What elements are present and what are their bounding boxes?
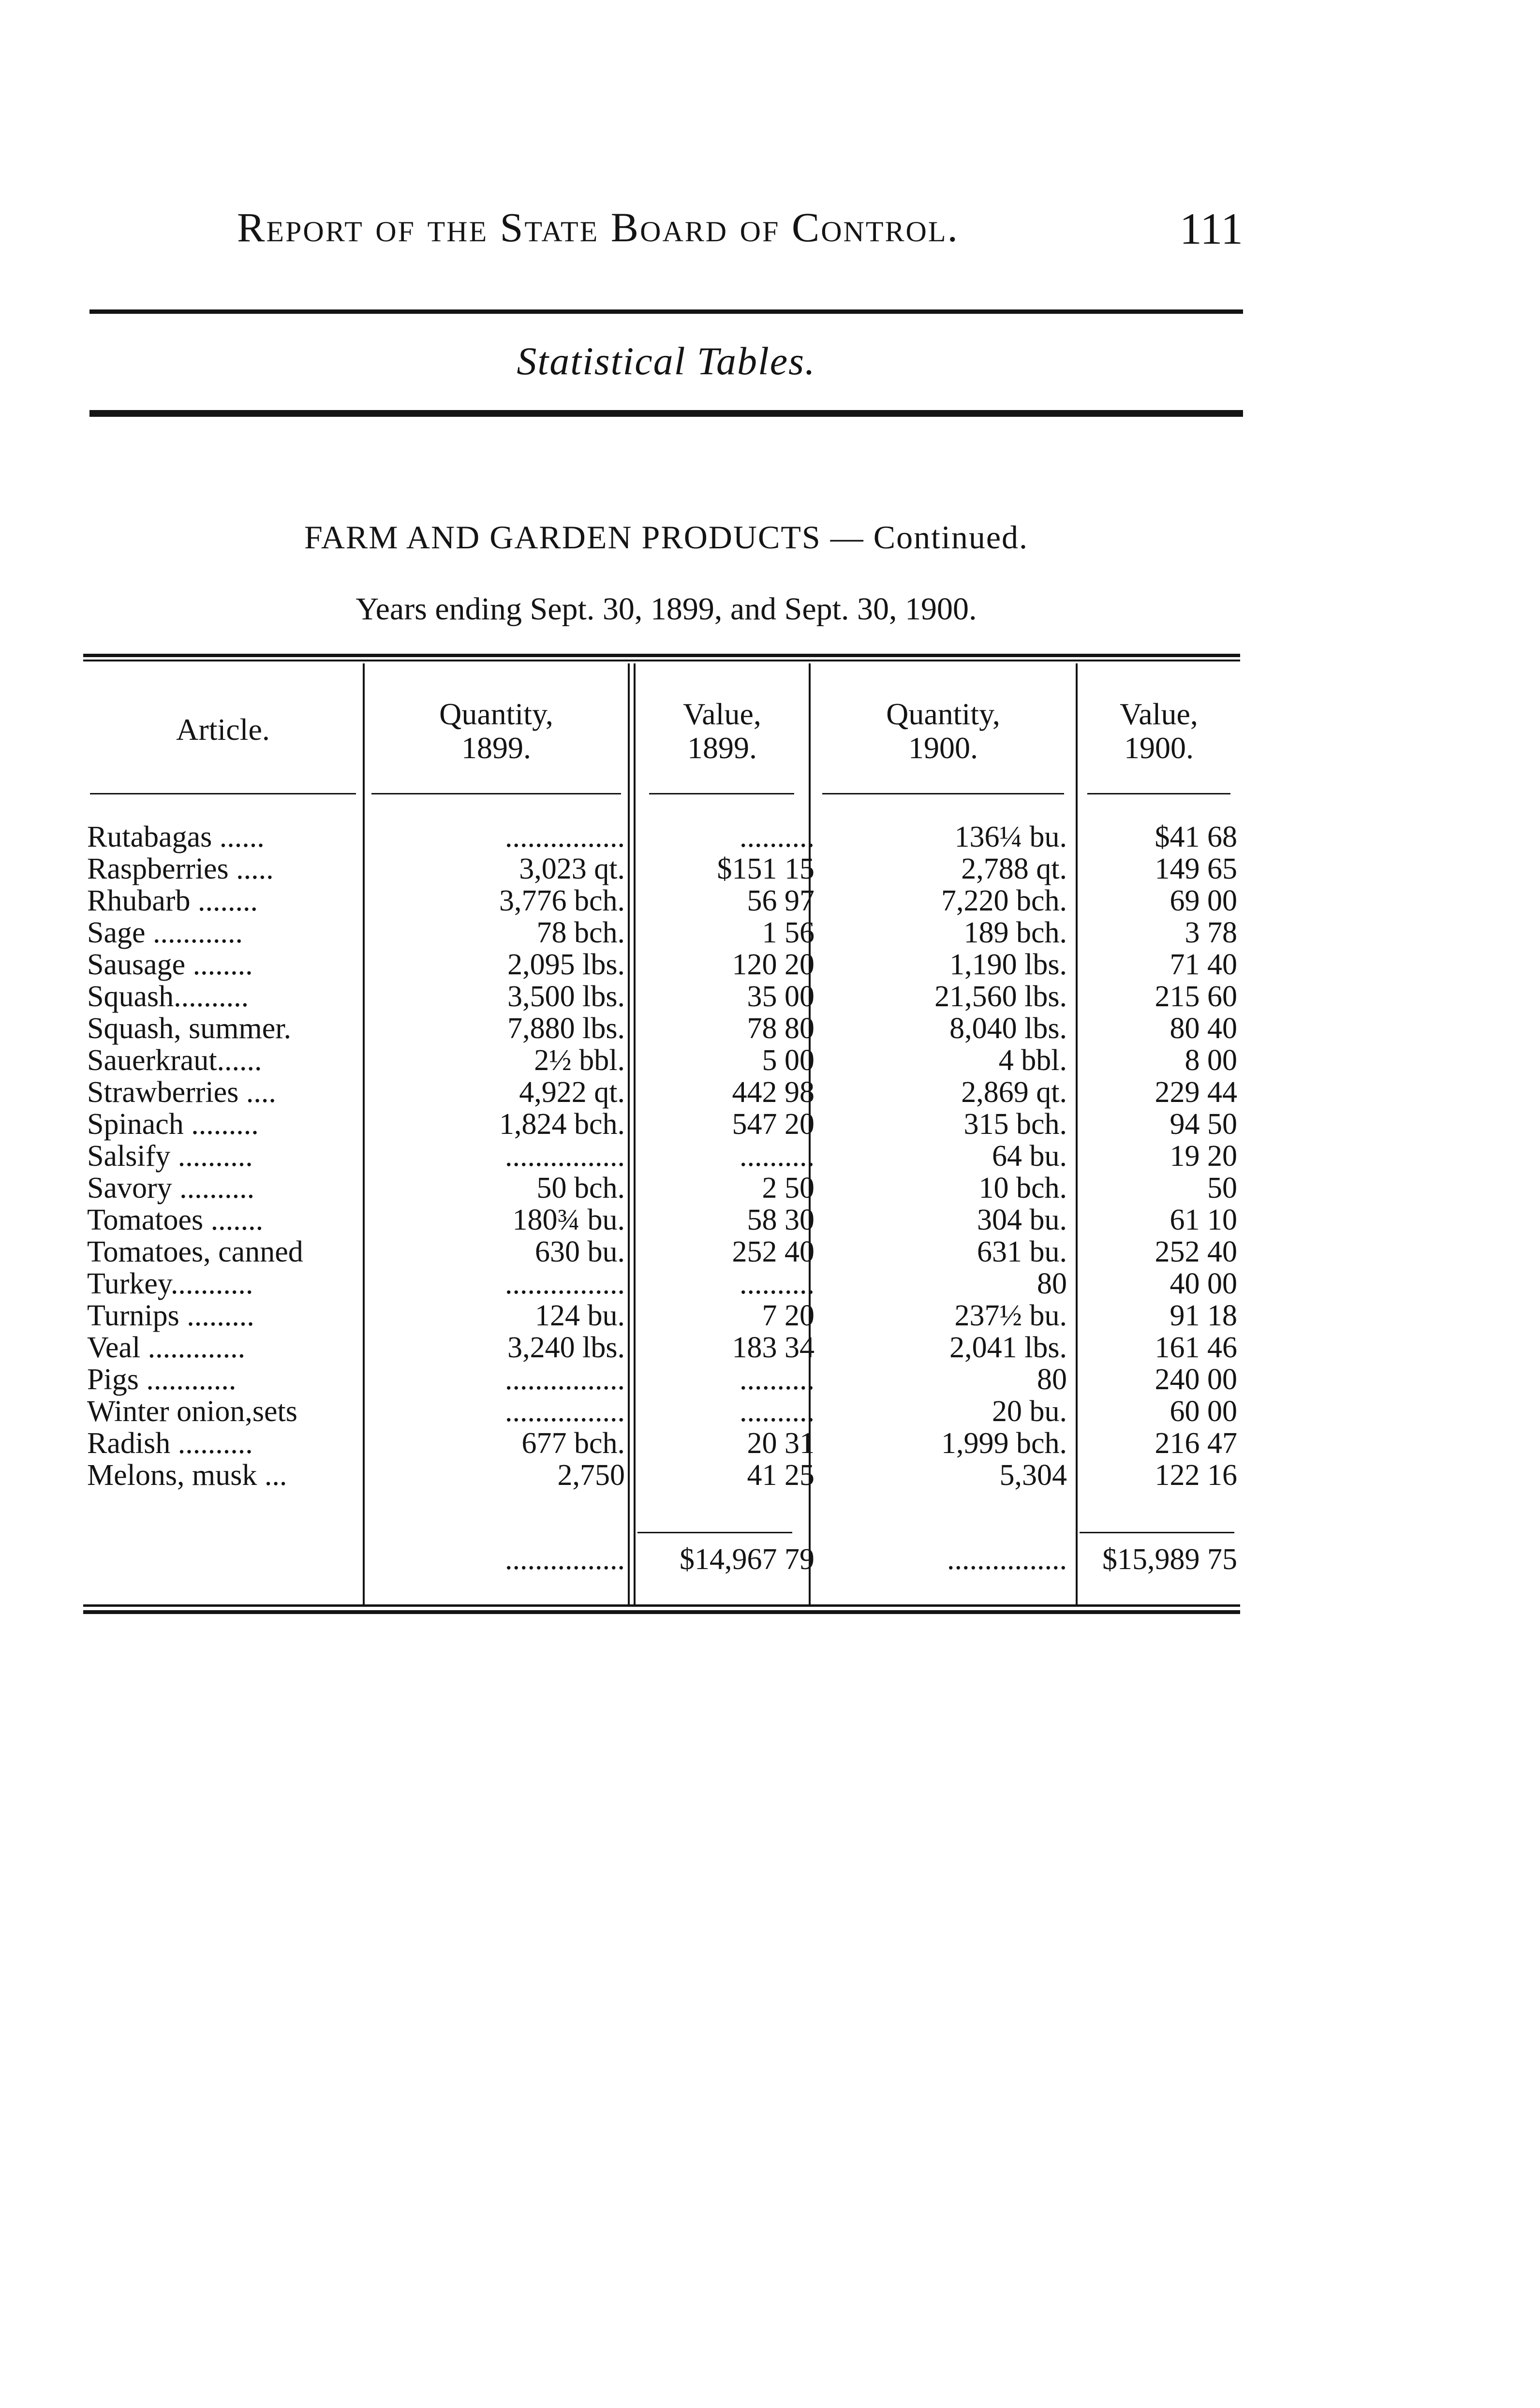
- row-quantity-1899: 2½ bbl.: [534, 1044, 625, 1077]
- row-value-1899: 442 98: [732, 1076, 814, 1109]
- row-quantity-1900: 2,788 qt.: [961, 852, 1067, 885]
- row-quantity-1899: 4,922 qt.: [519, 1076, 625, 1109]
- table-title: FARM AND GARDEN PRODUCTS — Continued.: [304, 519, 1029, 556]
- column-header-line: 1899.: [461, 731, 531, 765]
- column-header-line: 1900.: [1124, 731, 1194, 765]
- row-value-1899: ..........: [740, 1363, 814, 1396]
- table-row: [83, 1459, 1240, 1491]
- row-quantity-1899: 180¾ bu.: [512, 1204, 625, 1236]
- row-value-1899: 252 40: [732, 1235, 814, 1268]
- table-row: [83, 853, 1240, 885]
- row-article: Raspberries .....: [87, 852, 274, 885]
- row-quantity-1899: ................: [505, 1363, 625, 1396]
- row-quantity-1900: 189 bch.: [963, 916, 1067, 949]
- table-row: [83, 1268, 1240, 1300]
- column-header-line: Quantity,: [439, 697, 553, 731]
- total-quantity-1899: ................: [505, 1543, 625, 1576]
- column-header-line: 1899.: [687, 731, 757, 765]
- row-value-1899: ..........: [740, 1140, 814, 1173]
- page-number: 111: [1179, 204, 1243, 253]
- row-value-1899: 547 20: [732, 1108, 814, 1141]
- row-quantity-1899: 630 bu.: [535, 1235, 625, 1268]
- row-value-1900: 8 00: [1185, 1044, 1237, 1077]
- total-value-1899: $14,967 79: [680, 1543, 814, 1576]
- row-quantity-1899: 78 bch.: [536, 916, 625, 949]
- row-quantity-1899: 2,095 lbs.: [507, 948, 625, 981]
- section-title: Statistical Tables.: [517, 339, 816, 383]
- column-header-article-label: Article.: [176, 712, 270, 747]
- table-row: [83, 885, 1240, 917]
- header-underline: [822, 793, 1064, 794]
- column-header-value-1899: [636, 697, 809, 765]
- row-quantity-1900: 64 bu.: [992, 1140, 1067, 1173]
- total-quantity-1900: ................: [947, 1543, 1067, 1576]
- row-article: Squash..........: [87, 980, 249, 1013]
- row-article: Sausage ........: [87, 948, 253, 981]
- row-quantity-1899: 3,500 lbs.: [507, 980, 625, 1013]
- row-value-1900: 252 40: [1155, 1235, 1237, 1268]
- header-underline: [90, 793, 356, 794]
- table-row: [83, 1172, 1240, 1204]
- row-value-1900: 61 10: [1170, 1204, 1237, 1236]
- total-value-1900: $15,989 75: [1102, 1543, 1237, 1576]
- farm-products-table: [83, 654, 1240, 1630]
- row-article: Rhubarb ........: [87, 884, 258, 917]
- table-row: [83, 1140, 1240, 1172]
- row-quantity-1900: 304 bu.: [977, 1204, 1067, 1236]
- row-quantity-1900: 7,220 bch.: [941, 884, 1067, 917]
- row-quantity-1900: 1,999 bch.: [941, 1427, 1067, 1460]
- row-article: Spinach .........: [87, 1108, 259, 1141]
- row-value-1899: 35 00: [747, 980, 814, 1013]
- row-value-1899: ..........: [740, 821, 814, 853]
- row-value-1899: 1 56: [762, 916, 814, 949]
- row-article: Radish ..........: [87, 1427, 253, 1460]
- row-quantity-1900: 20 bu.: [992, 1395, 1067, 1428]
- row-quantity-1899: 124 bu.: [535, 1299, 625, 1332]
- row-value-1900: 3 78: [1185, 916, 1237, 949]
- row-value-1899: 58 30: [747, 1204, 814, 1236]
- row-value-1900: 50: [1207, 1172, 1237, 1204]
- row-quantity-1900: 8,040 lbs.: [949, 1012, 1067, 1045]
- table-row: [83, 1332, 1240, 1364]
- row-quantity-1900: 80: [1037, 1363, 1067, 1396]
- row-article: Winter onion,sets: [87, 1395, 297, 1428]
- row-value-1900: $41 68: [1155, 821, 1237, 853]
- table-row: [83, 821, 1240, 853]
- column-header-line: Quantity,: [886, 697, 1000, 731]
- table-subtitle: Years ending Sept. 30, 1899, and Sept. 30, 1900.: [355, 591, 977, 627]
- row-article: Savory ..........: [87, 1172, 255, 1204]
- row-value-1899: 41 25: [747, 1459, 814, 1492]
- row-quantity-1899: ................: [505, 1395, 625, 1428]
- section-rule: [89, 410, 1243, 417]
- row-quantity-1899: 3,776 bch.: [499, 884, 625, 917]
- row-quantity-1899: 2,750: [557, 1459, 625, 1492]
- running-header: [237, 203, 1243, 261]
- totals-row: [83, 1542, 1240, 1581]
- row-article: Rutabagas ......: [87, 821, 265, 853]
- column-header-quantity-1900: [811, 697, 1076, 765]
- row-value-1900: 71 40: [1170, 948, 1237, 981]
- column-header-value-1900: [1078, 697, 1240, 765]
- row-quantity-1900: 2,869 qt.: [961, 1076, 1067, 1109]
- row-quantity-1900: 80: [1037, 1267, 1067, 1300]
- row-article: Turkey...........: [87, 1267, 253, 1300]
- row-value-1899: ..........: [740, 1267, 814, 1300]
- row-value-1899: 78 80: [747, 1012, 814, 1045]
- row-value-1900: 215 60: [1155, 980, 1237, 1013]
- row-value-1899: $151 15: [717, 852, 814, 885]
- row-value-1899: 2 50: [762, 1172, 814, 1204]
- table-row: [83, 1013, 1240, 1044]
- row-quantity-1900: 10 bch.: [978, 1172, 1067, 1204]
- header-underline: [649, 793, 794, 794]
- table-row: [83, 1300, 1240, 1332]
- row-value-1900: 80 40: [1170, 1012, 1237, 1045]
- row-article: Tomatoes .......: [87, 1204, 264, 1236]
- table-row: [83, 1044, 1240, 1076]
- row-quantity-1900: 315 bch.: [963, 1108, 1067, 1141]
- row-value-1900: 69 00: [1170, 884, 1237, 917]
- running-title: Report of the State Board of Control.: [237, 204, 960, 250]
- row-quantity-1900: 5,304: [999, 1459, 1067, 1492]
- row-value-1900: 149 65: [1155, 852, 1237, 885]
- table-row: [83, 1204, 1240, 1236]
- column-header-line: Value,: [1120, 697, 1198, 731]
- column-header-line: Value,: [683, 697, 761, 731]
- row-value-1899: 5 00: [762, 1044, 814, 1077]
- table-row: [83, 917, 1240, 949]
- row-value-1899: 56 97: [747, 884, 814, 917]
- row-quantity-1900: 1,190 lbs.: [949, 948, 1067, 981]
- row-article: Salsify ..........: [87, 1140, 253, 1173]
- row-article: Sage ............: [87, 916, 243, 949]
- table-row: [83, 1395, 1240, 1427]
- row-article: Sauerkraut......: [87, 1044, 262, 1077]
- column-header-article: [83, 713, 363, 747]
- row-article: Turnips .........: [87, 1299, 254, 1332]
- row-quantity-1899: 3,240 lbs.: [507, 1331, 625, 1364]
- row-quantity-1899: 7,880 lbs.: [507, 1012, 625, 1045]
- table-bottom-border: [83, 1604, 1240, 1614]
- table-row: [83, 949, 1240, 981]
- row-article: Strawberries ....: [87, 1076, 276, 1109]
- table-row: [83, 1236, 1240, 1268]
- row-quantity-1900: 4 bbl.: [998, 1044, 1067, 1077]
- row-quantity-1899: 1,824 bch.: [499, 1108, 625, 1141]
- row-quantity-1899: 677 bch.: [521, 1427, 625, 1460]
- row-value-1899: 20 31: [747, 1427, 814, 1460]
- row-article: Tomatoes, canned: [87, 1235, 303, 1268]
- table-row: [83, 1427, 1240, 1459]
- row-value-1900: 240 00: [1155, 1363, 1237, 1396]
- row-quantity-1900: 136¼ bu.: [954, 821, 1067, 853]
- column-header-quantity-1899: [365, 697, 628, 765]
- row-value-1900: 122 16: [1155, 1459, 1237, 1492]
- table-row: [83, 1364, 1240, 1395]
- row-value-1900: 60 00: [1170, 1395, 1237, 1428]
- header-underline: [371, 793, 621, 794]
- row-article: Melons, musk ...: [87, 1459, 287, 1492]
- column-header-line: 1900.: [908, 731, 978, 765]
- row-article: Squash, summer.: [87, 1012, 291, 1045]
- header-rule: [89, 309, 1243, 314]
- row-value-1900: 40 00: [1170, 1267, 1237, 1300]
- row-quantity-1899: ................: [505, 1267, 625, 1300]
- row-quantity-1900: 2,041 lbs.: [949, 1331, 1067, 1364]
- row-quantity-1899: 3,023 qt.: [519, 852, 625, 885]
- row-quantity-1900: 237½ bu.: [954, 1299, 1067, 1332]
- table-row: [83, 1076, 1240, 1108]
- row-quantity-1899: ................: [505, 1140, 625, 1173]
- row-quantity-1900: 631 bu.: [977, 1235, 1067, 1268]
- header-underline: [1087, 793, 1230, 794]
- row-value-1900: 161 46: [1155, 1331, 1237, 1364]
- table-body: [83, 821, 1240, 1491]
- table-top-border: [83, 654, 1240, 661]
- row-value-1899: ..........: [740, 1395, 814, 1428]
- row-value-1899: 120 20: [732, 948, 814, 981]
- total-rule: [1080, 1532, 1234, 1533]
- row-quantity-1900: 21,560 lbs.: [934, 980, 1067, 1013]
- row-value-1900: 19 20: [1170, 1140, 1237, 1173]
- row-article: Veal .............: [87, 1331, 246, 1364]
- row-value-1900: 216 47: [1155, 1427, 1237, 1460]
- row-quantity-1899: ................: [505, 821, 625, 853]
- total-rule: [637, 1532, 792, 1533]
- row-value-1900: 91 18: [1170, 1299, 1237, 1332]
- row-article: Pigs ............: [87, 1363, 237, 1396]
- row-value-1900: 94 50: [1170, 1108, 1237, 1141]
- row-value-1900: 229 44: [1155, 1076, 1237, 1109]
- row-quantity-1899: 50 bch.: [536, 1172, 625, 1204]
- table-row: [83, 981, 1240, 1013]
- row-value-1899: 7 20: [762, 1299, 814, 1332]
- table-row: [83, 1108, 1240, 1140]
- row-value-1899: 183 34: [732, 1331, 814, 1364]
